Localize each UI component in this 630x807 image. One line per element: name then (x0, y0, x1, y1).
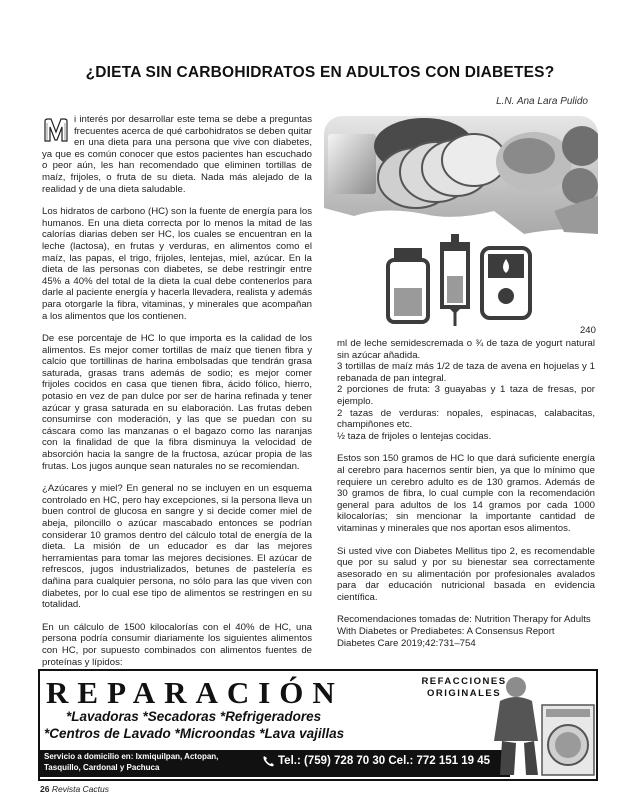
figure-number: 240 (580, 325, 596, 336)
milk-carton-icon (328, 134, 376, 194)
paragraph: En un cálculo de 1500 kilocalorías con el 40% de HC, una persona podría consumir diariamente los siguientes alimentos con HC, por supuesto combinados con alimentos fuentes de proteínas y lípidos: (42, 621, 312, 668)
cereal-bowl-icon (496, 132, 572, 192)
paragraph: ¿Azúcares y miel? En general no se incluyen en un esquema controlado en HC, pero hay excepciones, si la persona lleva un buen control de glucosa en sangre y si decide comer miel de abeja, piloncillo o azúcar mascabado entonces se podrían considerar 10 gramos dentro del cálculo total de energía de la dieta. La misión de un educador es dar las mejores herramientas para tomar las mejores decisiones. El azúcar de refrescos, jugos industrializados, betunes de pastelería es dañina para cualquier persona, no sólo para las que viven con diabetes, por lo cual ese tipo de alimentos se restringen en su totalidad. (42, 483, 312, 611)
paragraph: Si usted vive con Diabetes Mellitus tipo 2, es recomendable que por su salud y por su bienestar sea correctamente asesorado en su alimentación por profesionales avalados para dar educación nutricional basada en evidencia científica. (337, 545, 595, 603)
glucometer-icon (482, 248, 530, 318)
technician-with-washer-icon (480, 671, 596, 777)
dropcap-letter-icon (42, 116, 70, 144)
food-list: ml de leche semidescremada o ¾ de taza de yogurt natural sin azúcar añadida. 3 tortillas de maíz más 1/2 de taza de avena en hojuelas y 1 rebanada de pan integral. 2 porciones de fruta: 3 guayabas y 1 taza de fresas, por ejemplo. 2 tazas de verduras: nopales, espinacas, calabacitas, champiñones etc. ½ taza de frijoles o lentejas cocidas. (337, 338, 595, 442)
repair-advertisement (38, 669, 598, 781)
page-footer (40, 784, 109, 794)
ad-phone-numbers: Tel.: (759) 728 70 30 Cel.: 772 151 19 45 (278, 755, 491, 767)
paragraph-text: i interés por desarrollar este tema se debe a preguntas frecuentes acerca de qué carbohidratos se deben quitar en una dieta para una persona que vive con diabetes, ya que es común conocer que estos pacientes han escuchado o peor aún, les han recomendado que eliminen tortillas de maíz, frijoles, o fruta de su dieta. Nada más alejado de la realidad y de una dieta saludable. (42, 114, 312, 195)
ad-services-line-1: *Lavadoras *Secadoras *Refrigeradores (66, 709, 322, 724)
left-column (42, 114, 312, 679)
paragraph: De ese porcentaje de HC lo que importa es la calidad de los alimentos. Es mejor comer tortillas de maíz que tienen fibra y calcio que tortillinas de harina embolsadas que tendrán grasa saturada, grasas trans además de sodio; es mejor comer frijoles cocidos en casa que tienen fibra, ácido fólico, hierro, potasio en vez de pan dulce por ser de harina refinada y tener azúcar y grasa saturada en su elaboración. Las frutas deben consumirse con moderación, y las que se puedan con su cáscara como las manzanas o el bagazo como las naranjas con la finalidad de que la fibra disminuya la velocidad de absorción hacia la sangre de la fructosa, azúcar propia de las frutas. Los jugos aunque sean naturales no se recomiendan. (42, 333, 312, 472)
article-title: ¿DIETA SIN CARBOHIDRATOS EN ADULTOS CON DIABETES? (85, 64, 555, 81)
ad-headline: REPARACIÓN (46, 675, 344, 710)
ad-tagline: REFACCIONES ORIGINALES (421, 676, 507, 699)
ad-service-area: Servicio a domicilio en: Ixmiquilpan, Actopan, Tasquillo, Cardonal y Pachuca (44, 752, 219, 772)
insulin-vial-icon (388, 248, 428, 322)
paragraph-intro (42, 114, 312, 195)
publication-name: Revista Cactus (51, 784, 110, 794)
paragraph: Estos son 150 gramos de HC lo que dará suficiente energía al cerebro para hacernos sentir bien, ya que lo mínimo que requiere un cerebro adulto es de 130 gramos. Además de 30 gramos de fibra, lo cual cumple con la recomendación general para adultos de los 14 gramos por cada 1000 kilocalorías; sin mencionar la importante cantidad de vitaminas y minerales que nos aportan esos alimentos. (337, 453, 595, 534)
right-column (337, 338, 595, 660)
page-number: 26 (40, 784, 50, 794)
phone-icon (262, 754, 276, 768)
hero-illustration (324, 116, 598, 329)
reference: Recomendaciones tomadas de: Nutrition Therapy for Adults With Diabetes or Prediabetes: A Consensus Report Diabetes Care 2019;42:731–754 (337, 614, 591, 649)
article-author: L.N. Ana Lara Pulido (496, 96, 588, 107)
ad-services-line-2: *Centros de Lavado *Microondas *Lava vajillas (44, 726, 345, 741)
paragraph: Los hidratos de carbono (HC) son la fuente de energía para los humanos. En una dieta correcta por lo menos la mitad de las calorías diarias deben ser HC, los cuales se encuentran en la leche (lactosa), en frutas y verduras, en alimentos como el maíz, las papas, el trigo, frijoles, lentejas, miel, azúcar. En la dieta de las personas con diabetes, se debe restringir entre 45% a 40% del total de la dieta la cual debe contenerlos para darle al paciente energía y hacerla llevadera, realista y además para otorgarle la fibra, vitaminas, y minerales que acompañan a los alimentos que los contienen. (42, 206, 312, 322)
food-and-insulin-illustration (324, 116, 598, 329)
